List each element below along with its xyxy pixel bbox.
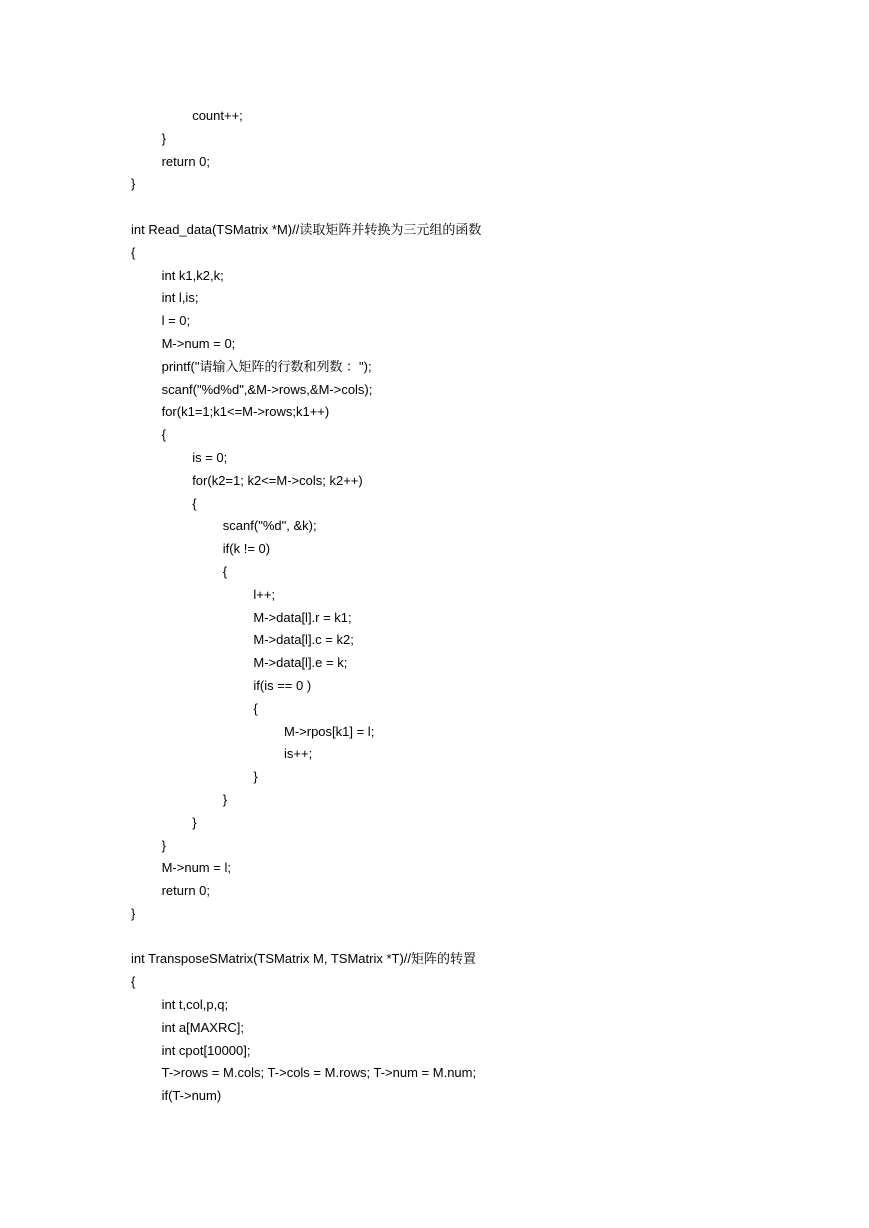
- code-line: }: [222, 791, 228, 807]
- code-line: M->data[l].e = k;: [253, 655, 348, 671]
- blank-line: [131, 926, 831, 949]
- code-line: int a[MAXRC];: [161, 1019, 244, 1035]
- code-line: int k1,k2,k;: [161, 267, 224, 283]
- code-line: int cpot[10000];: [161, 1042, 251, 1058]
- code-line: }: [131, 176, 136, 192]
- code-line: for(k2=1; k2<=M->cols; k2++): [192, 472, 363, 488]
- code-line: }: [131, 905, 136, 921]
- code-line: return 0;: [161, 153, 211, 169]
- code-line: {: [253, 700, 258, 716]
- code-line: if(T->num): [161, 1088, 222, 1104]
- code-line: return 0;: [161, 883, 211, 899]
- code-listing: [131, 105, 831, 1108]
- code-line: int Read_data(TSMatrix *M)//读取矩阵并转换为三元组的函数: [131, 221, 482, 237]
- code-line: is = 0;: [192, 449, 228, 465]
- code-line: for(k1=1;k1<=M->rows;k1++): [161, 404, 330, 420]
- code-line: }: [161, 130, 166, 146]
- code-line: {: [222, 563, 228, 579]
- code-line: M->num = l;: [161, 860, 231, 876]
- code-line: {: [131, 974, 136, 990]
- code-line: {: [131, 244, 136, 260]
- code-line: T->rows = M.cols; T->cols = M.rows; T->num = M.num;: [161, 1065, 477, 1081]
- code-line: is++;: [284, 746, 313, 762]
- code-line: l++;: [253, 586, 276, 602]
- code-line: int l,is;: [161, 290, 199, 306]
- code-line: }: [192, 814, 197, 830]
- code-line: {: [192, 495, 197, 511]
- code-line: int t,col,p,q;: [161, 997, 229, 1013]
- code-line: int TransposeSMatrix(TSMatrix M, TSMatrix *T)//矩阵的转置: [131, 951, 477, 967]
- code-line: }: [161, 837, 166, 853]
- code-line: scanf("%d", &k);: [222, 518, 317, 534]
- code-line: if(is == 0 ): [253, 677, 312, 693]
- code-line: }: [253, 769, 258, 785]
- code-line: scanf("%d%d",&M->rows,&M->cols);: [161, 381, 373, 397]
- code-line: {: [161, 427, 166, 443]
- code-line: if(k != 0): [222, 541, 271, 557]
- code-line: M->rpos[k1] = l;: [284, 723, 375, 739]
- code-line: M->num = 0;: [161, 335, 236, 351]
- code-line: M->data[l].r = k1;: [253, 609, 352, 625]
- code-line: printf("请输入矩阵的行数和列数 ：");: [161, 358, 372, 374]
- code-line: l = 0;: [161, 313, 191, 329]
- code-line: M->data[l].c = k2;: [253, 632, 354, 648]
- blank-line: [131, 196, 831, 219]
- code-line: count++;: [192, 108, 243, 123]
